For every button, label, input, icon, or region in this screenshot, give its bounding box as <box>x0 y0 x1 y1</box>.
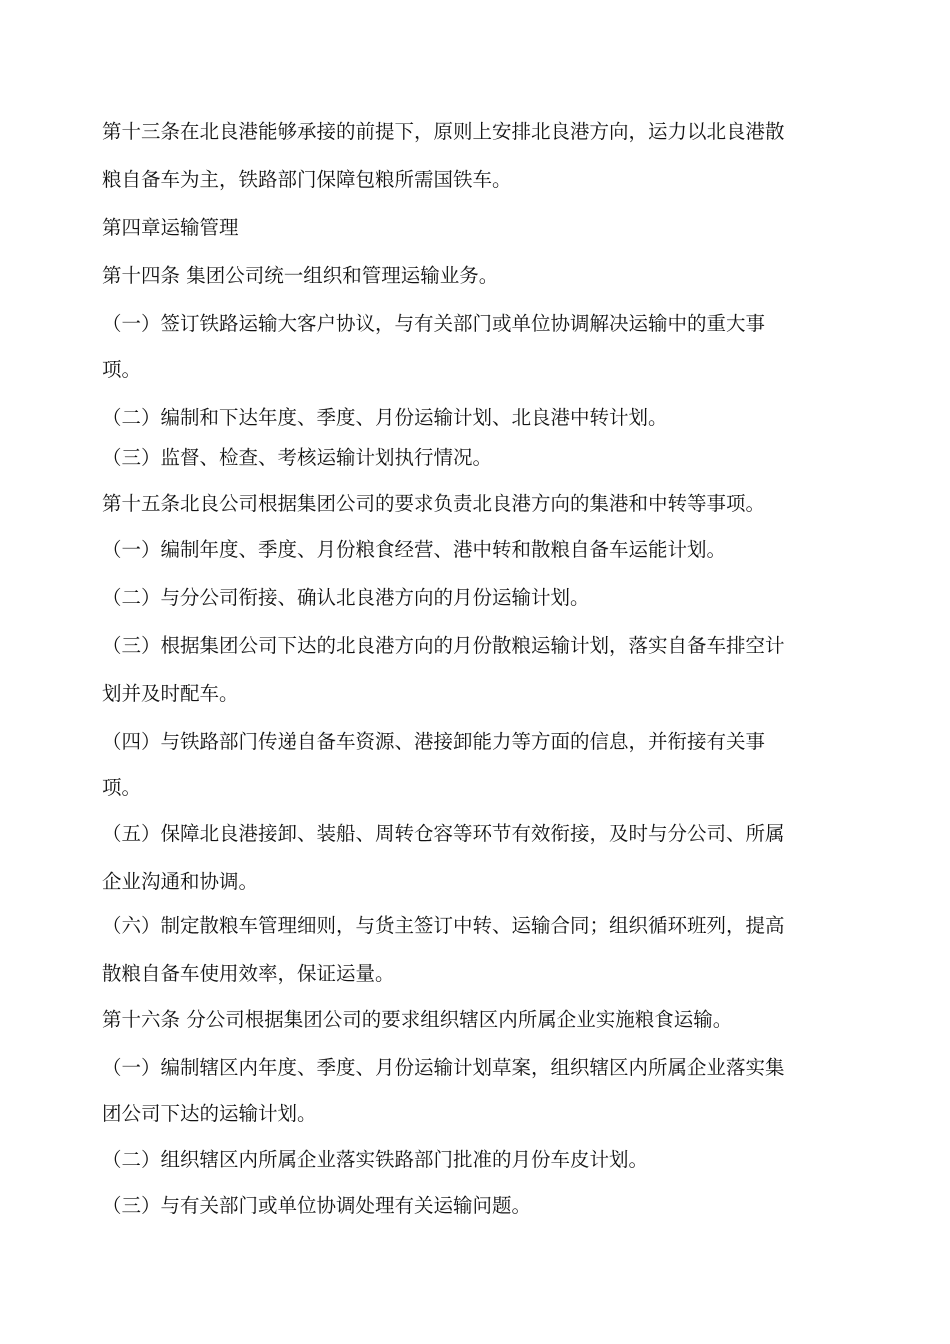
article-13-line-1: 第十三条在北良港能够承接的前提下，原则上安排北良港方向，运力以北良港散 <box>102 120 785 143</box>
article-15-item-6-line-1: （六）制定散粮车管理细则，与货主签订中转、运输合同；组织循环班列，提高 <box>102 914 785 937</box>
article-14-item-2: （二）编制和下达年度、季度、月份运输计划、北良港中转计划。 <box>102 406 668 429</box>
article-15-item-3-line-1: （三）根据集团公司下达的北良港方向的月份散粮运输计划，落实自备车排空计 <box>102 634 785 657</box>
article-16-item-3: （三）与有关部门或单位协调处理有关运输问题。 <box>102 1194 532 1217</box>
article-14-line: 第十四条 集团公司统一组织和管理运输业务。 <box>102 264 499 287</box>
article-14-item-1-line-2: 项。 <box>102 358 142 381</box>
article-16-line: 第十六条 分公司根据集团公司的要求组织辖区内所属企业实施粮食运输。 <box>102 1008 733 1031</box>
article-15-line: 第十五条北良公司根据集团公司的要求负责北良港方向的集港和中转等事项。 <box>102 492 766 515</box>
article-15-item-2: （二）与分公司衔接、确认北良港方向的月份运输计划。 <box>102 586 590 609</box>
article-15-item-6-line-2: 散粮自备车使用效率，保证运量。 <box>102 962 395 985</box>
article-15-item-5-line-2: 企业沟通和协调。 <box>102 870 259 893</box>
article-16-item-1-line-1: （一）编制辖区内年度、季度、月份运输计划草案，组织辖区内所属企业落实集 <box>102 1056 785 1079</box>
article-16-item-2: （二）组织辖区内所属企业落实铁路部门批准的月份车皮计划。 <box>102 1148 649 1171</box>
article-13-line-2: 粮自备车为主，铁路部门保障包粮所需国铁车。 <box>102 168 512 191</box>
article-15-item-5-line-1: （五）保障北良港接卸、装船、周转仓容等环节有效衔接，及时与分公司、所属 <box>102 822 785 845</box>
article-15-item-1: （一）编制年度、季度、月份粮食经营、港中转和散粮自备车运能计划。 <box>102 538 727 561</box>
article-15-item-4-line-1: （四）与铁路部门传递自备车资源、港接卸能力等方面的信息，并衔接有关事 <box>102 730 766 753</box>
article-16-item-1-line-2: 团公司下达的运输计划。 <box>102 1102 317 1125</box>
article-14-item-1-line-1: （一）签订铁路运输大客户协议，与有关部门或单位协调解决运输中的重大事 <box>102 312 766 335</box>
article-15-item-4-line-2: 项。 <box>102 776 142 799</box>
chapter-4-heading: 第四章运输管理 <box>102 216 239 239</box>
article-14-item-3: （三）监督、检查、考核运输计划执行情况。 <box>102 446 493 469</box>
article-15-item-3-line-2: 划并及时配车。 <box>102 682 239 705</box>
